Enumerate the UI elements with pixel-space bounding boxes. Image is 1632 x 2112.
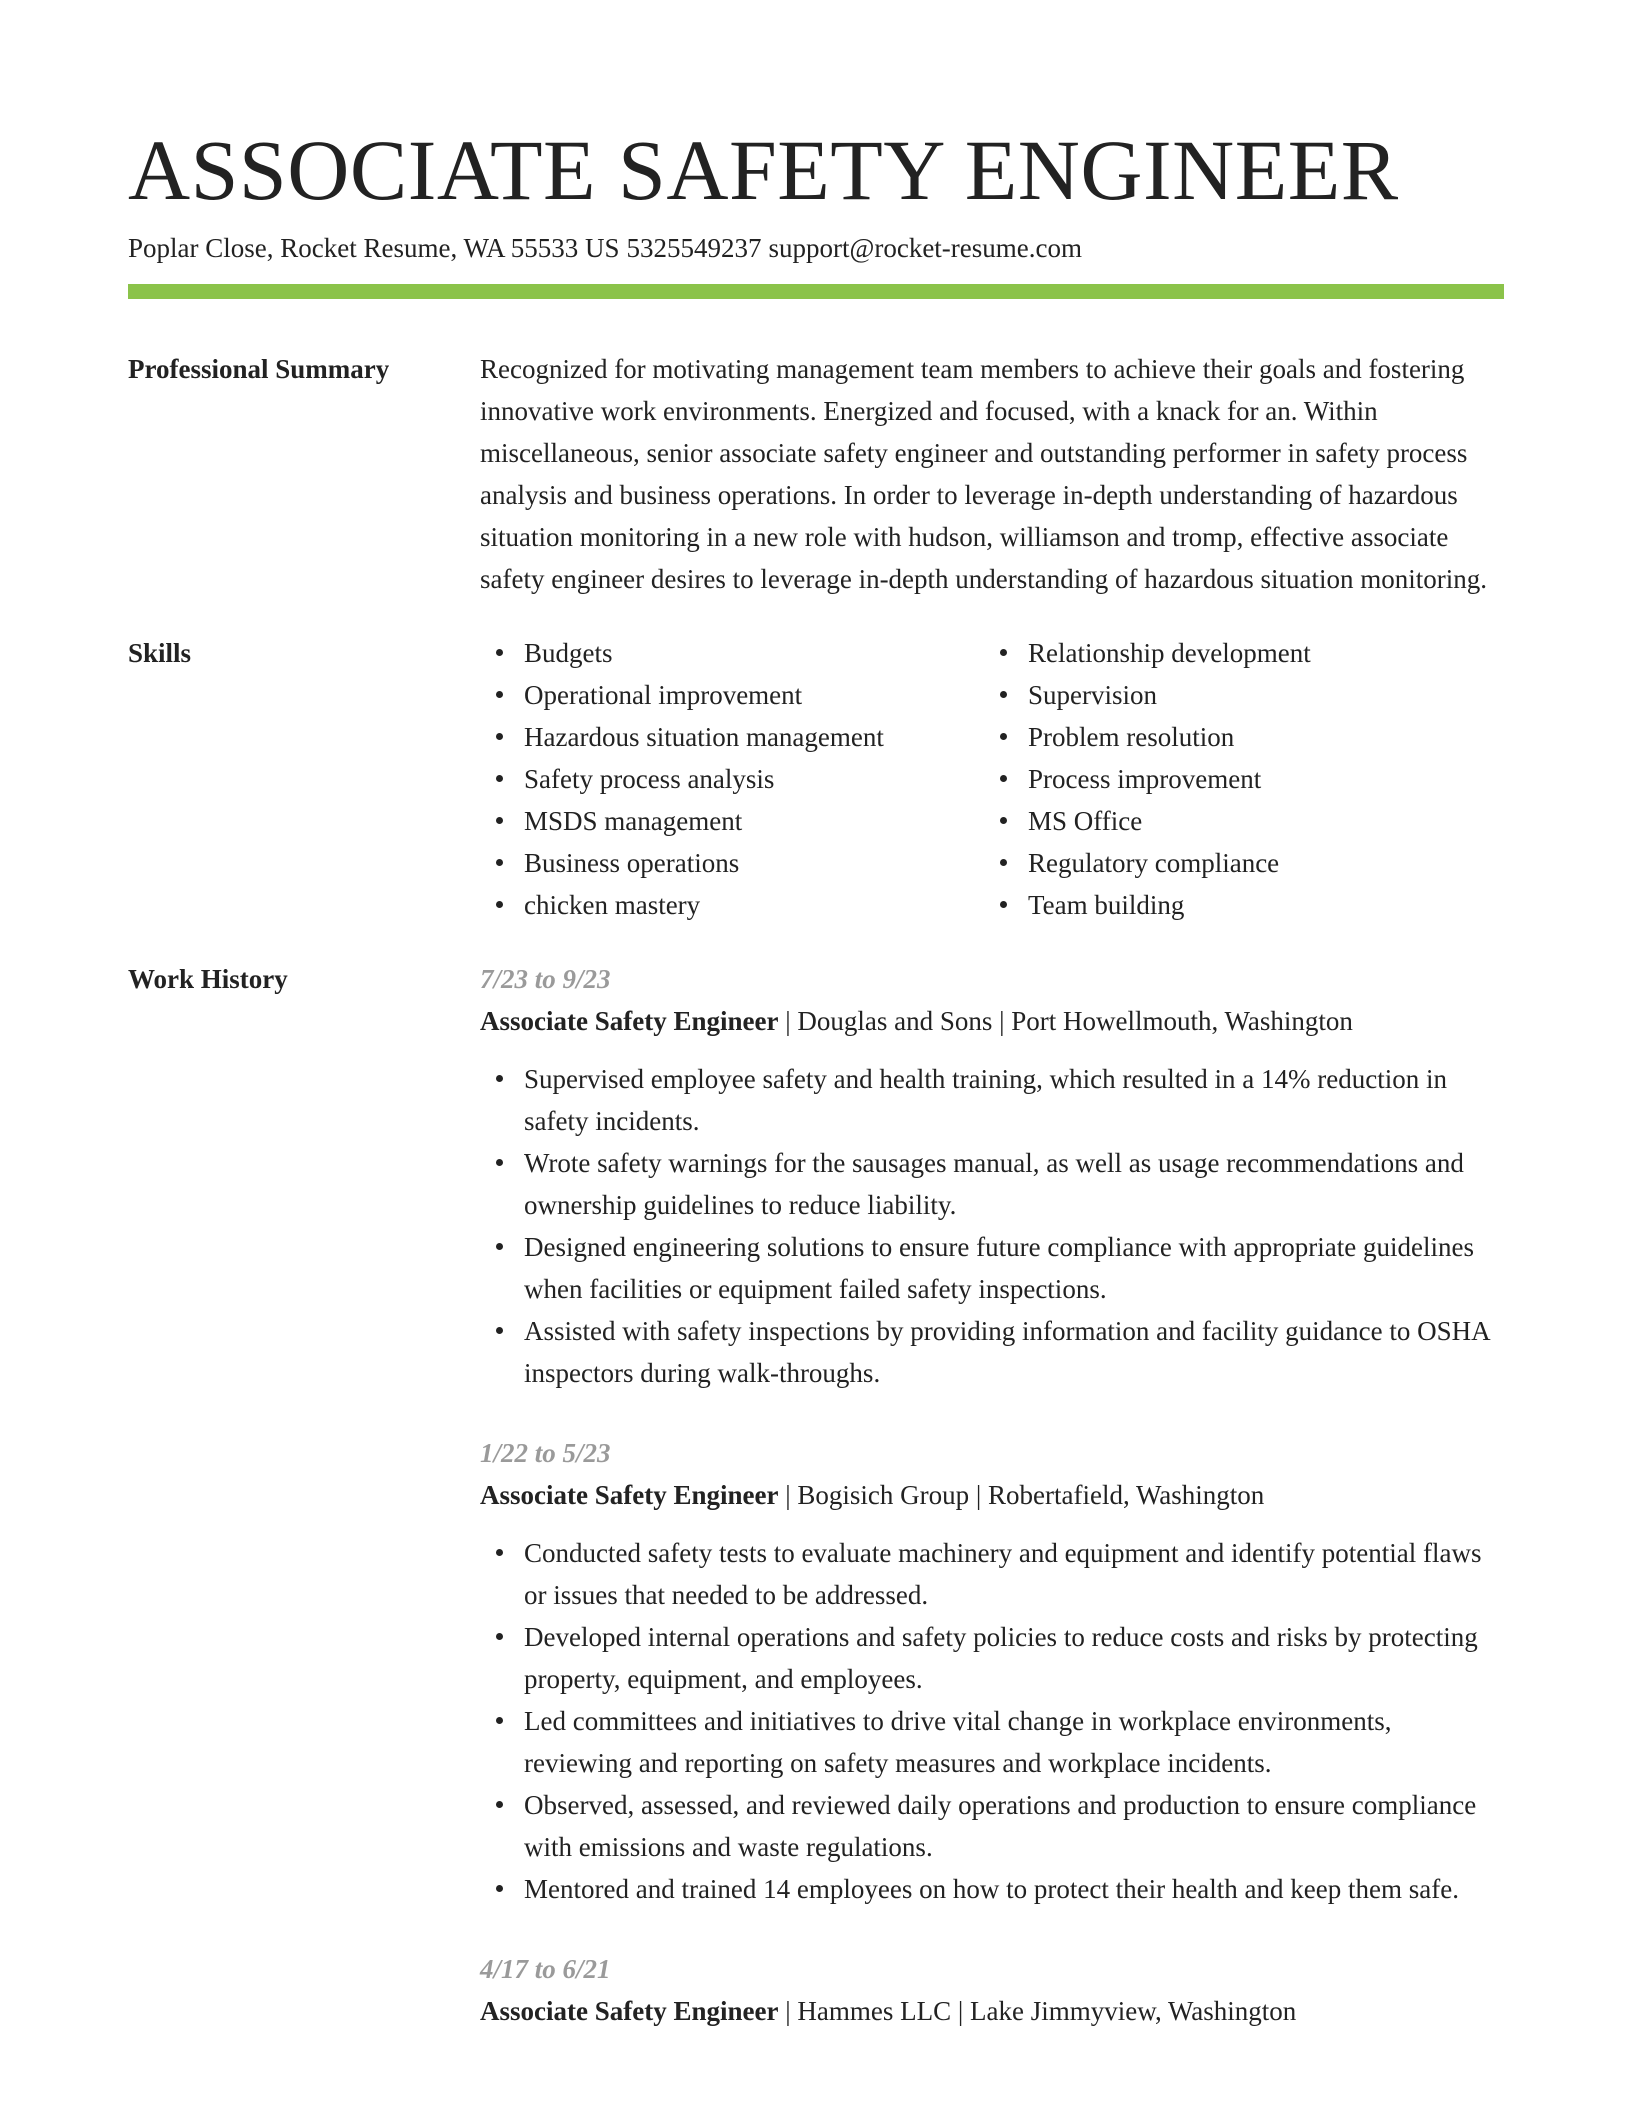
summary-section <box>128 348 1504 600</box>
job-location: Lake Jimmyview, Washington <box>970 1996 1297 2026</box>
job-bullet: Mentored and trained 14 employees on how to protect their health and keep them safe. <box>524 1868 1504 1910</box>
skills-heading: Skills <box>128 638 192 668</box>
separator: | <box>785 1006 791 1036</box>
job-bullet-list <box>480 1532 1504 1910</box>
skill-item: Process improvement <box>1028 758 1488 800</box>
job-bullet: Designed engineering solutions to ensure future compliance with appropriate guidelines when facilities or equipment failed safety inspections. <box>524 1226 1504 1310</box>
skill-item: Operational improvement <box>524 674 984 716</box>
job-dates: 1/22 to 5/23 <box>480 1438 611 1468</box>
skills-list-right <box>984 632 1488 926</box>
job-entry <box>480 958 1504 1394</box>
skill-item: Relationship development <box>1028 632 1488 674</box>
resume-title: ASSOCIATE SAFETY ENGINEER <box>128 122 1399 218</box>
job-bullet: Supervised employee safety and health training, which resulted in a 14% reduction in safety incidents. <box>524 1058 1504 1142</box>
work-history-section <box>128 958 1504 2070</box>
separator: | <box>957 1996 964 2026</box>
job-bullet: Observed, assessed, and reviewed daily operations and production to ensure compliance with emissions and waste regulations. <box>524 1784 1504 1868</box>
separator: | <box>999 1006 1005 1036</box>
separator: | <box>785 1996 791 2026</box>
job-heading <box>480 1000 1504 1042</box>
job-dates: 4/17 to 6/21 <box>480 1954 611 1984</box>
resume-page <box>128 118 1504 2070</box>
contact-phone: 5325549237 <box>626 233 762 263</box>
separator: | <box>785 1480 791 1510</box>
job-title: Associate Safety Engineer <box>480 1006 779 1036</box>
work-history-list <box>480 958 1504 2070</box>
job-title: Associate Safety Engineer <box>480 1996 779 2026</box>
skills-section <box>128 632 1504 926</box>
skills-list-left <box>480 632 984 926</box>
skill-item: MSDS management <box>524 800 984 842</box>
job-company: Douglas and Sons <box>797 1006 993 1036</box>
skill-item: MS Office <box>1028 800 1488 842</box>
job-heading <box>480 1474 1504 1516</box>
skill-item: Problem resolution <box>1028 716 1488 758</box>
skill-item: Supervision <box>1028 674 1488 716</box>
contact-line <box>128 230 1504 266</box>
job-company: Bogisich Group <box>797 1480 970 1510</box>
skill-item: Safety process analysis <box>524 758 984 800</box>
job-company: Hammes LLC <box>797 1996 952 2026</box>
job-entry <box>480 1948 1504 2032</box>
job-location: Port Howellmouth, Washington <box>1011 1006 1353 1036</box>
skill-item: Team building <box>1028 884 1488 926</box>
job-bullet-list <box>480 1058 1504 1394</box>
job-bullet: Conducted safety tests to evaluate machinery and equipment and identify potential flaws or issues that needed to be addressed. <box>524 1532 1504 1616</box>
job-location: Robertafield, Washington <box>988 1480 1265 1510</box>
job-bullet: Developed internal operations and safety policies to reduce costs and risks by protecting property, equipment, and employees. <box>524 1616 1504 1700</box>
summary-heading: Professional Summary <box>128 354 390 384</box>
skill-item: chicken mastery <box>524 884 984 926</box>
job-entry <box>480 1432 1504 1910</box>
contact-address: Poplar Close, Rocket Resume, WA 55533 US <box>128 233 620 263</box>
job-title: Associate Safety Engineer <box>480 1480 779 1510</box>
skill-item: Regulatory compliance <box>1028 842 1488 884</box>
header-divider <box>128 284 1504 299</box>
skill-item: Hazardous situation management <box>524 716 984 758</box>
work-history-heading: Work History <box>128 964 288 994</box>
job-heading <box>480 1990 1504 2032</box>
separator: | <box>975 1480 982 1510</box>
skill-item: Budgets <box>524 632 984 674</box>
job-bullet: Led committees and initiatives to drive vital change in workplace environments, reviewing and reporting on safety measures and workplace incidents. <box>524 1700 1504 1784</box>
contact-email[interactable]: support@rocket-resume.com <box>768 233 1083 263</box>
job-dates: 7/23 to 9/23 <box>480 964 611 994</box>
skill-item: Business operations <box>524 842 984 884</box>
job-bullet: Assisted with safety inspections by providing information and facility guidance to OSHA inspectors during walk-throughs. <box>524 1310 1504 1394</box>
job-bullet: Wrote safety warnings for the sausages manual, as well as usage recommendations and ownership guidelines to reduce liability. <box>524 1142 1504 1226</box>
summary-text: Recognized for motivating management team members to achieve their goals and fostering innovative work environments. Energized and focused, with a knack for an. Within miscellaneous, senior associate safety engineer and outstanding performer in safety process analysis and business operations. In order to leverage in-depth understanding of hazardous situation monitoring in a new role with hudson, williamson and tromp, effective associate safety engineer desires to leverage in-depth understanding of hazardous situation monitoring. <box>480 354 1487 594</box>
